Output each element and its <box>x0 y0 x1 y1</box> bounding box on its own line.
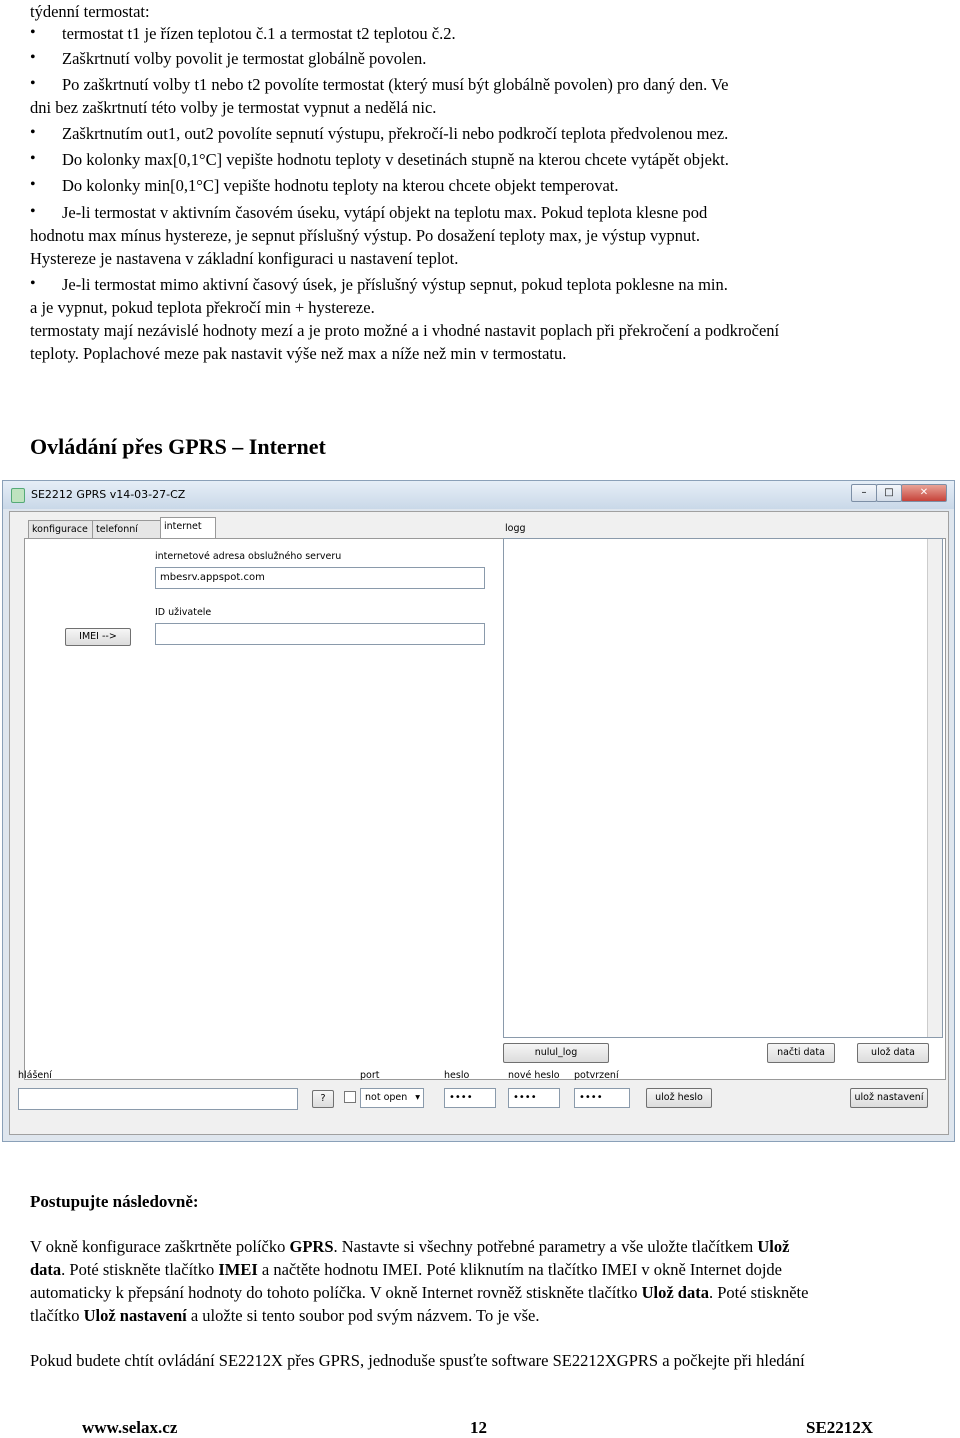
status-label: hlášení <box>18 1070 52 1081</box>
text-run: V okně konfigurace zaškrtněte políčko <box>30 1237 290 1256</box>
bullet: • <box>30 203 36 220</box>
text-run: automaticky k přepsání hodnoty do tohoto políčka. V okně Internet rovněž stiskněte tlačítko <box>30 1283 642 1302</box>
bold-run: GPRS <box>289 1237 334 1256</box>
new-password-input[interactable]: •••• <box>508 1088 560 1108</box>
paragraph-2: Pokud budete chtít ovládání SE2212X přes GPRS, jednoduše spusťte software SE2212XGPRS a počkejte při hledání <box>30 1351 805 1370</box>
app-icon <box>11 488 25 503</box>
bullet-text: Je-li termostat mimo aktivní časový úsek, je příslušný výstup sepnut, pokud teplota poklesne na min. <box>62 275 728 294</box>
load-data-button[interactable]: načti data <box>767 1043 835 1063</box>
bullet: • <box>30 124 36 141</box>
window-title: SE2212 GPRS v14-03-27-CZ <box>31 488 186 501</box>
chevron-down-icon: ▾ <box>415 1092 420 1103</box>
procedure-line-4 <box>30 1306 540 1326</box>
body-text: teploty. Poplachové meze pak nastavit výše než max a níže než min v termostatu. <box>30 344 567 363</box>
confirm-input[interactable]: •••• <box>574 1088 630 1108</box>
bold-run: Ulož nastavení <box>83 1306 187 1325</box>
bullet: • <box>30 176 36 193</box>
port-select[interactable] <box>360 1088 424 1108</box>
scrollbar[interactable] <box>927 539 942 1037</box>
maximize-icon[interactable]: □ <box>876 484 902 502</box>
password-label: heslo <box>444 1070 470 1081</box>
bold-run: data <box>30 1260 62 1279</box>
user-id-input[interactable] <box>155 623 485 645</box>
body-text: dni bez zaškrtnutí této volby je termostat vypnut a nedělá nic. <box>30 98 437 117</box>
imei-button[interactable]: IMEI --> <box>65 628 131 646</box>
close-icon[interactable]: ✕ <box>901 484 947 502</box>
server-label: internetové adresa obslužného serveru <box>155 551 342 562</box>
log-label: logg <box>505 523 526 534</box>
bullet: • <box>30 275 36 292</box>
section-title: Ovládání přes GPRS – Internet <box>30 434 326 459</box>
text-run: . Nastavte si všechny potřebné parametry a vše uložte tlačítkem <box>333 1237 758 1256</box>
procedure-title: Postupujte následovně: <box>30 1192 199 1211</box>
bottom-bar <box>10 1062 948 1124</box>
minimize-icon[interactable]: – <box>851 484 877 502</box>
bold-run: Ulož <box>757 1237 790 1256</box>
tab-konfigurace[interactable]: konfigurace <box>28 520 96 539</box>
null-log-button[interactable]: nulul_log <box>503 1043 609 1063</box>
text-run: . Poté stiskněte <box>708 1283 809 1302</box>
bullet: • <box>30 150 36 167</box>
body-text: hodnotu max mínus hystereze, je sepnut příslušný výstup. Po dosažení teploty max, je výstup vypnut. <box>30 226 701 245</box>
save-data-button[interactable]: ulož data <box>857 1043 929 1063</box>
text-run: . Poté stiskněte tlačítko <box>61 1260 219 1279</box>
bullet-text: Zaškrtnutím out1, out2 povolíte sepnutí výstupu, překročí-li nebo podkročí teplota předvolenou mez. <box>62 124 729 143</box>
tab-telefonni-cisla[interactable]: telefonní <box>92 520 164 539</box>
text-run: a uložte si tento soubor pod svým názvem. To je vše. <box>186 1306 540 1325</box>
text-run: a načtěte hodnotu IMEI. Poté kliknutím na tlačítko IMEI v okně Internet dojde <box>257 1260 782 1279</box>
user-id-label: ID uživatele <box>155 607 212 618</box>
new-password-label: nové heslo <box>508 1070 560 1081</box>
bold-run: IMEI <box>218 1260 258 1279</box>
help-button[interactable]: ? <box>312 1090 334 1108</box>
bullet: • <box>30 49 36 66</box>
server-input[interactable]: mbesrv.appspot.com <box>155 567 485 589</box>
app-window <box>2 480 955 1142</box>
save-settings-button[interactable]: ulož nastavení <box>850 1088 928 1108</box>
port-checkbox[interactable] <box>344 1091 356 1103</box>
bullet-text: Je-li termostat v aktivním časovém úseku, vytápí objekt na teplotu max. Pokud teplota klesne pod <box>62 203 708 222</box>
port-value: not open <box>365 1092 408 1103</box>
intro-heading: týdenní termostat: <box>30 2 150 21</box>
body-text: Hystereze je nastavena v základní konfiguraci u nastavení teplot. <box>30 249 459 268</box>
password-input[interactable]: •••• <box>444 1088 496 1108</box>
log-textarea[interactable] <box>503 538 943 1038</box>
port-label: port <box>360 1070 380 1081</box>
procedure-line-2 <box>30 1260 782 1280</box>
text-run: tlačítko <box>30 1306 84 1325</box>
bullet-text: termostat t1 je řízen teplotou č.1 a termostat t2 teplotou č.2. <box>62 24 456 43</box>
bullet-text: Do kolonky max[0,1°C] vepište hodnotu teploty v desetinách stupně na kterou chcete vytápět objekt. <box>62 150 729 169</box>
footer-product: SE2212X <box>806 1418 874 1437</box>
procedure-line-3 <box>30 1283 808 1303</box>
bullet-text: Po zaškrtnutí volby t1 nebo t2 povolíte termostat (který musí být globálně povolen) pro daný den. Ve <box>62 75 729 94</box>
bullet-text: Zaškrtnutí volby povolit je termostat globálně povolen. <box>62 49 427 68</box>
body-text: termostaty mají nezávislé hodnoty mezí a je proto možné a i vhodné nastavit poplach při překročení a podkročení <box>30 321 780 340</box>
body-text: a je vypnut, pokud teplota překročí min + hystereze. <box>30 298 375 317</box>
footer-website: www.selax.cz <box>82 1418 178 1437</box>
bold-run: Ulož data <box>641 1283 709 1302</box>
procedure-line-1 <box>30 1237 789 1257</box>
confirm-label: potvrzení <box>574 1070 619 1081</box>
title-bar <box>3 481 954 509</box>
bullet: • <box>30 75 36 92</box>
save-password-button[interactable]: ulož heslo <box>646 1088 712 1108</box>
client-area <box>9 511 949 1135</box>
footer-page-number: 12 <box>470 1418 487 1437</box>
bullet: • <box>30 24 36 41</box>
status-field <box>18 1088 298 1110</box>
bullet-text: Do kolonky min[0,1°C] vepište hodnotu teploty na kterou chcete objekt temperovat. <box>62 176 619 195</box>
tab-internet[interactable]: internet <box>160 517 216 539</box>
